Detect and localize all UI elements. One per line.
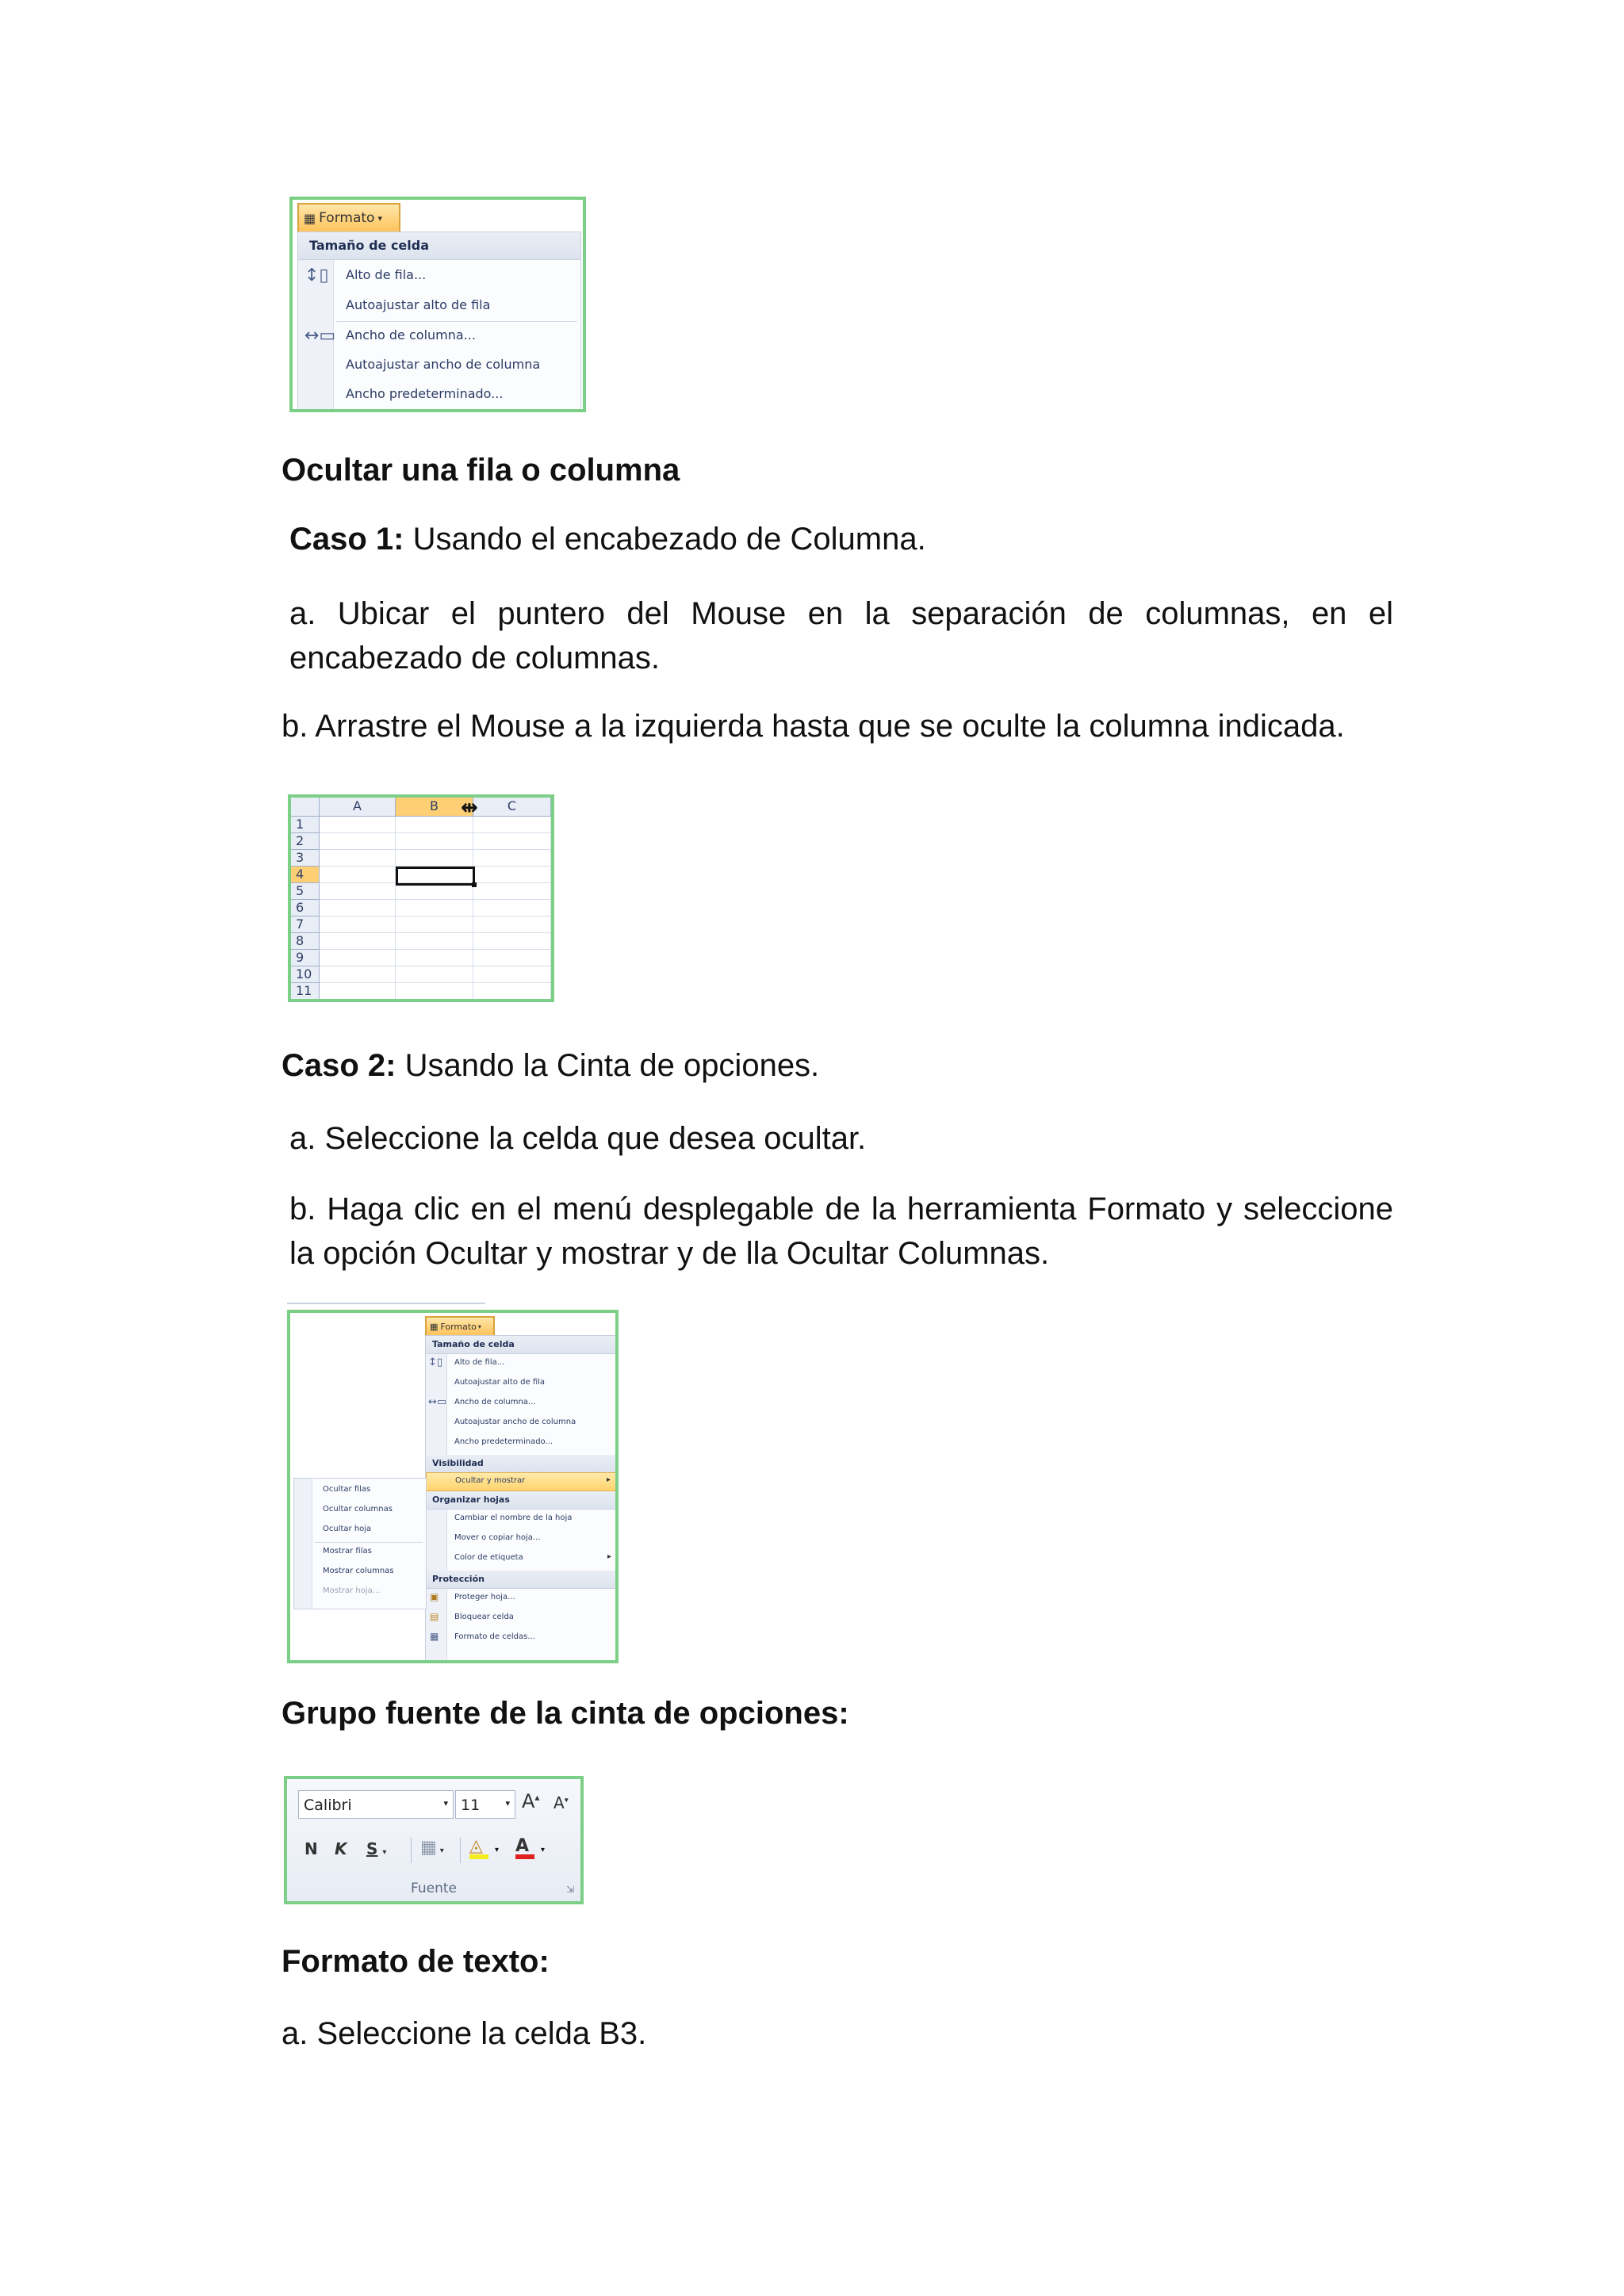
column-header-b[interactable]: B <box>396 798 473 817</box>
font-size-combobox[interactable] <box>455 1790 515 1819</box>
menu-item-hide-show: Ocultar y mostrar <box>455 1476 526 1485</box>
grid-cell[interactable] <box>473 933 551 950</box>
submenu-show-rows[interactable]: Mostrar filas <box>323 1547 372 1556</box>
grid-cell[interactable] <box>473 900 551 916</box>
section-cell-size: Tamaño de celda <box>298 232 580 260</box>
grid-cell[interactable] <box>473 817 551 833</box>
formato-menu-screenshot <box>289 197 586 412</box>
chevron-down-icon: ▾ <box>541 1846 546 1854</box>
grow-font-button[interactable]: A▴ <box>522 1790 540 1812</box>
protect-sheet-icon: ▣ <box>430 1591 439 1602</box>
formato-dropdown-2 <box>425 1335 617 1662</box>
resize-cursor-icon: ⇹ <box>461 796 478 820</box>
row-header-8[interactable]: 8 <box>291 933 320 950</box>
submenu-hide-sheet[interactable]: Ocultar hoja <box>323 1525 372 1533</box>
case2-paragraph <box>282 1043 1392 1088</box>
font-name-value: Calibri <box>304 1797 352 1814</box>
row-header-9[interactable]: 9 <box>291 950 320 966</box>
row-header-10[interactable]: 10 <box>291 966 320 983</box>
dialog-launcher-icon[interactable]: ⇲ <box>565 1884 574 1895</box>
heading-hide-row-column: Ocultar una fila o columna <box>282 453 680 488</box>
top-line <box>287 1303 485 1304</box>
grid-cell[interactable] <box>396 833 473 850</box>
submenu-hide-rows[interactable]: Ocultar filas <box>323 1485 371 1494</box>
hide-show-submenu <box>293 1478 427 1609</box>
grid-cell[interactable] <box>396 933 473 950</box>
chevron-down-icon: ▾ <box>382 1848 387 1857</box>
menu-item-tab-color[interactable]: Color de etiqueta <box>454 1553 523 1562</box>
grid-cell[interactable] <box>320 850 396 867</box>
font-color-icon: A <box>515 1836 530 1856</box>
menu-item-move-copy-sheet[interactable]: Mover o copiar hoja... <box>454 1533 541 1542</box>
chevron-down-icon: ▾ <box>477 1322 481 1330</box>
chevron-right-icon: ▸ <box>606 1475 611 1484</box>
grid-cell[interactable] <box>473 916 551 933</box>
menu-item-autofit-column-width[interactable]: Autoajustar ancho de columna <box>346 357 541 372</box>
grid-cell[interactable] <box>473 950 551 966</box>
case1-step-b: b. Arrastre el Mouse a la izquierda hasta que se oculte la columna indicada. <box>282 709 1345 744</box>
row-header-5[interactable]: 5 <box>291 883 320 900</box>
menu-item-column-width[interactable]: Ancho de columna... <box>346 327 476 342</box>
heading-font-group: Grupo fuente de la cinta de opciones: <box>282 1696 849 1731</box>
bold-button[interactable]: N <box>304 1839 318 1858</box>
formato-button-label: Formato <box>440 1321 477 1332</box>
font-size-value: 11 <box>461 1797 481 1814</box>
corner-cell <box>291 798 320 817</box>
heading-text-format: Formato de texto: <box>282 1944 550 1979</box>
menu-item-autofit-row-height[interactable]: Autoajustar alto de fila <box>346 297 491 312</box>
grid-cell[interactable] <box>396 916 473 933</box>
grid-cell[interactable] <box>320 883 396 900</box>
lock-icon: ▤ <box>430 1611 439 1622</box>
chevron-down-icon: ▾ <box>505 1798 510 1808</box>
case2-text: Usando la Cinta de opciones. <box>396 1048 820 1083</box>
case1-step-a: a. Ubicar el puntero del Mouse en la separación de columnas, en el encabezado de columnas. <box>289 596 1393 675</box>
grid-cell[interactable] <box>320 933 396 950</box>
grid-cell[interactable] <box>320 833 396 850</box>
format-icon: ▦ <box>430 1321 439 1332</box>
format-icon: ▦ <box>304 210 316 226</box>
menu-item-row-height[interactable]: Alto de fila... <box>346 267 427 282</box>
formato-button-2[interactable] <box>425 1316 495 1337</box>
case1-paragraph <box>282 517 1400 561</box>
chevron-down-icon: ▾ <box>377 212 382 224</box>
menu-item-column-width[interactable]: Ancho de columna... <box>454 1398 536 1406</box>
menu-item-row-height[interactable]: Alto de fila... <box>454 1358 505 1367</box>
menu-item-default-width[interactable]: Ancho predeterminado... <box>454 1437 553 1446</box>
spreadsheet-screenshot <box>288 794 554 1002</box>
grid-cell[interactable] <box>473 883 551 900</box>
grid-cell[interactable] <box>320 900 396 916</box>
menu-item-hide-show-highlight[interactable] <box>426 1472 616 1491</box>
row-header-2[interactable]: 2 <box>291 833 320 850</box>
menu-item-autofit-column-width[interactable]: Autoajustar ancho de columna <box>454 1418 576 1426</box>
submenu-show-columns[interactable]: Mostrar columnas <box>323 1567 394 1575</box>
formato-dropdown <box>297 232 581 411</box>
font-name-combobox[interactable] <box>298 1790 454 1819</box>
grid-cell[interactable] <box>473 966 551 983</box>
format-cells-icon: ▦ <box>430 1631 439 1642</box>
submenu-show-sheet[interactable]: Mostrar hoja... <box>323 1586 381 1595</box>
grid-cell[interactable] <box>396 817 473 833</box>
font-color-button[interactable] <box>515 1836 534 1859</box>
menu-item-rename-sheet[interactable]: Cambiar el nombre de la hoja <box>454 1513 573 1522</box>
chevron-down-icon: ▾ <box>439 1846 444 1855</box>
column-width-icon: ↔▭ <box>428 1396 447 1408</box>
grid-cell[interactable] <box>320 966 396 983</box>
grid-cell[interactable] <box>473 867 551 883</box>
chevron-right-icon: ▸ <box>607 1552 611 1561</box>
row-header-11[interactable]: 11 <box>291 983 320 1000</box>
section-visibility: Visibilidad <box>426 1455 616 1473</box>
grid-cell[interactable] <box>320 817 396 833</box>
fill-color-button[interactable] <box>469 1836 488 1859</box>
shrink-font-button[interactable]: A▾ <box>553 1793 569 1812</box>
grid-cell[interactable] <box>396 883 473 900</box>
column-width-icon: ↔▭ <box>304 326 336 346</box>
grid-cell[interactable] <box>320 983 396 1000</box>
italic-button[interactable]: K <box>335 1839 347 1858</box>
separator <box>411 1838 412 1863</box>
row-header-3[interactable]: 3 <box>291 850 320 867</box>
fill-handle[interactable] <box>472 882 477 887</box>
separator <box>460 1838 461 1863</box>
grid-cell[interactable] <box>396 983 473 1000</box>
case2-step-a: a. Seleccione la celda que desea ocultar. <box>289 1121 867 1156</box>
font-group-label: Fuente <box>411 1881 457 1896</box>
row-header-1[interactable]: 1 <box>291 817 320 833</box>
menu-item-lock-cell[interactable]: Bloquear celda <box>454 1613 514 1621</box>
grid-cell[interactable] <box>396 966 473 983</box>
paint-bucket-icon: ◬ <box>469 1836 483 1856</box>
section-organize-sheets: Organizar hojas <box>426 1491 616 1510</box>
column-header-c[interactable]: C <box>473 798 551 817</box>
case1-text: Usando el encabezado de Columna. <box>404 522 926 557</box>
case2-step-b: b. Haga clic en el menú desplegable de la herramienta Formato y seleccione la opción Ocultar y mostrar y de lla Ocultar Columnas. <box>289 1192 1393 1271</box>
formato-menu-submenu-screenshot <box>287 1310 619 1663</box>
grid-cell[interactable] <box>396 950 473 966</box>
row-header-4[interactable]: 4 <box>291 867 320 883</box>
grid-cell[interactable] <box>320 916 396 933</box>
menu-item-protect-sheet[interactable]: Proteger hoja... <box>454 1593 515 1601</box>
menu-item-format-cells[interactable]: Formato de celdas... <box>454 1632 535 1641</box>
menu-item-default-width[interactable]: Ancho predeterminado... <box>346 386 504 401</box>
grid-cell[interactable] <box>473 850 551 867</box>
grid-cell[interactable] <box>396 900 473 916</box>
grid-cell[interactable] <box>320 950 396 966</box>
column-header-a[interactable]: A <box>320 798 396 817</box>
row-height-icon: ↕▯ <box>428 1357 443 1368</box>
font-group-screenshot <box>284 1776 584 1904</box>
formato-button[interactable] <box>297 203 400 233</box>
chevron-down-icon: ▾ <box>495 1846 500 1854</box>
borders-button[interactable]: ▦ ▾ <box>420 1838 444 1858</box>
selected-cell[interactable] <box>396 867 475 886</box>
text-format-step-a: a. Seleccione la celda B3. <box>282 2016 647 2051</box>
menu-item-autofit-row-height[interactable]: Autoajustar alto de fila <box>454 1378 546 1387</box>
row-header-7[interactable]: 7 <box>291 916 320 933</box>
row-height-icon: ↕▯ <box>304 266 329 285</box>
chevron-down-icon: ▾ <box>443 1798 448 1808</box>
grid-cell[interactable] <box>320 867 396 883</box>
grid-cell[interactable] <box>473 983 551 1000</box>
formato-button-label: Formato <box>319 210 375 226</box>
section-cell-size: Tamaño de celda <box>426 1336 616 1354</box>
case2-label: Caso 2: <box>282 1048 396 1083</box>
grid-cell[interactable] <box>396 850 473 867</box>
grid-cell[interactable] <box>473 833 551 850</box>
section-protection: Protección <box>426 1571 616 1589</box>
case1-label: Caso 1: <box>289 522 404 557</box>
submenu-hide-columns[interactable]: Ocultar columnas <box>323 1505 393 1513</box>
row-header-6[interactable]: 6 <box>291 900 320 916</box>
underline-button[interactable]: S ▾ <box>366 1839 387 1858</box>
